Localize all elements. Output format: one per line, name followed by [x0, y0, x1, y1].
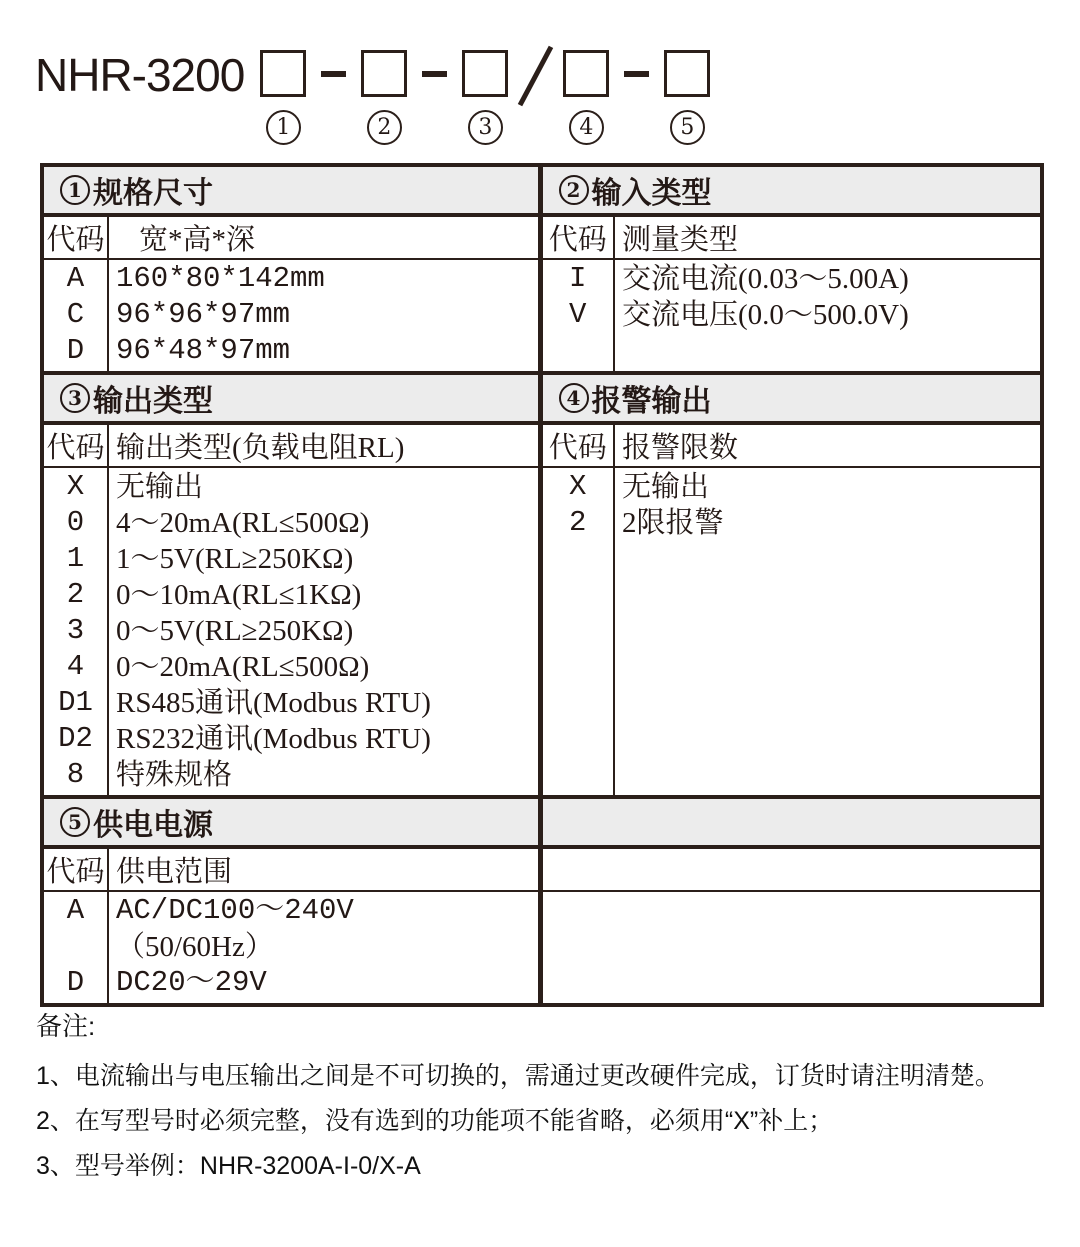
descs-s2 — [614, 259, 1042, 373]
codes-s5 — [42, 891, 108, 1005]
desc-cell: 交流电压(0.0～500.0V) — [622, 299, 909, 331]
slash-separator — [518, 46, 553, 107]
col-header-desc-s4: 报警限数 — [614, 423, 1042, 467]
model-slot-5 — [664, 50, 710, 145]
desc-cell: 0～10mA(RL≤1KΩ) — [116, 579, 362, 611]
code-cell: X — [66, 470, 85, 503]
segment-number-4: 4 — [569, 110, 604, 145]
col-header-empty — [540, 847, 1042, 891]
model-code-box-1 — [260, 50, 306, 97]
circled-number-3-icon: 3 — [60, 383, 90, 413]
section-body-row-2 — [42, 467, 1042, 797]
code-cell: 8 — [66, 758, 85, 791]
codes-s2 — [540, 259, 614, 373]
column-header-row-1 — [42, 215, 1042, 259]
body-empty — [540, 891, 1042, 1005]
col-header-desc-s1: 宽*高*深 — [108, 215, 540, 259]
col-header-code-s2: 代码 — [540, 215, 614, 259]
code-cell: I — [569, 262, 587, 295]
desc-cell: 0～20mA(RL≤500Ω) — [116, 651, 370, 683]
model-slot-1 — [260, 50, 306, 145]
section-body-row-3 — [42, 891, 1042, 1005]
desc-cell: 特殊规格 — [116, 759, 233, 791]
code-cell: 0 — [66, 506, 85, 539]
col-header-code-s1: 代码 — [42, 215, 108, 259]
column-header-row-2 — [42, 423, 1042, 467]
code-cell: D2 — [58, 722, 93, 755]
dash-separator-1 — [321, 71, 346, 77]
desc-cell: AC/DC100～240V — [116, 894, 354, 927]
codes-s3 — [42, 467, 108, 797]
desc-cell: 160*80*142mm — [116, 262, 325, 295]
desc-cell: 1～5V(RL≥250KΩ) — [116, 543, 354, 575]
notes-block — [36, 1006, 1046, 1198]
code-cell: V — [569, 298, 587, 331]
segment-number-1: 1 — [266, 110, 301, 145]
code-cell: X — [569, 470, 587, 503]
note-item-1: 1、电流输出与电压输出之间是不可切换的，需通过更改硬件完成，订货时请注明清楚。 — [36, 1062, 1000, 1090]
model-code-box-3 — [462, 50, 508, 97]
desc-cell: RS485通讯(Modbus RTU) — [116, 687, 431, 719]
desc-cell: 0～5V(RL≥250KΩ) — [116, 615, 354, 647]
section-title-alarm — [540, 373, 1042, 423]
circled-number-2-icon: 2 — [559, 175, 589, 205]
note-item-2: 2、在写型号时必须完整，没有选到的功能项不能省略，必须用“X”补上； — [36, 1107, 834, 1135]
code-cell: 2 — [66, 578, 85, 611]
desc-cell: 无输出 — [116, 471, 204, 503]
model-code-box-5 — [664, 50, 710, 97]
descs-s4 — [614, 467, 1042, 797]
section-header-row-3 — [42, 797, 1042, 847]
desc-cell: DC20～29V — [116, 966, 267, 999]
code-cell: D — [66, 334, 85, 367]
code-cell: 2 — [569, 506, 587, 539]
code-cell: D — [66, 966, 85, 999]
ordering-spec-table — [40, 163, 1044, 1007]
code-cell: 3 — [66, 614, 85, 647]
code-cell: C — [66, 298, 85, 331]
model-code-line — [35, 50, 710, 145]
model-code-box-4 — [563, 50, 609, 97]
notes-heading: 备注: — [36, 1011, 96, 1041]
section-title-input-label: 输入类型 — [591, 177, 712, 210]
desc-cell: 4～20mA(RL≤500Ω) — [116, 507, 370, 539]
dash-separator-3 — [624, 71, 649, 77]
code-cell: 1 — [66, 542, 85, 575]
section-title-size — [42, 165, 540, 215]
code-cell — [44, 929, 107, 965]
section-header-row-2 — [42, 373, 1042, 423]
desc-cell: 96*96*97mm — [116, 298, 291, 331]
section-title-alarm-label: 报警输出 — [591, 385, 712, 418]
model-slot-3 — [462, 50, 508, 145]
circled-number-4-icon: 4 — [559, 383, 589, 413]
section-header-row-1 — [42, 165, 1042, 215]
desc-cell: 无输出 — [622, 471, 710, 503]
section-title-input — [540, 165, 1042, 215]
model-code-box-2 — [361, 50, 407, 97]
col-header-desc-s5: 供电范围 — [108, 847, 540, 891]
desc-cell: 交流电流(0.03～5.00A) — [622, 263, 909, 295]
desc-cell: 96*48*97mm — [116, 334, 291, 367]
descs-s3 — [108, 467, 540, 797]
code-cell: A — [66, 894, 85, 927]
circled-number-5-icon: 5 — [60, 807, 90, 837]
section-body-row-1 — [42, 259, 1042, 373]
code-cell: A — [66, 262, 85, 295]
code-cell: 4 — [66, 650, 85, 683]
desc-cell: 2限报警 — [622, 507, 724, 539]
section-title-power — [42, 797, 540, 847]
column-header-row-3 — [42, 847, 1042, 891]
section-title-size-label: 规格尺寸 — [93, 177, 213, 210]
dash-separator-2 — [422, 71, 447, 77]
col-header-code-s5: 代码 — [42, 847, 108, 891]
col-header-desc-s3: 输出类型(负载电阻RL) — [108, 423, 540, 467]
col-header-code-s4: 代码 — [540, 423, 614, 467]
descs-s5 — [108, 891, 540, 1005]
model-slot-4 — [563, 50, 609, 145]
codes-s1 — [42, 259, 108, 373]
section-title-power-label: 供电电源 — [93, 809, 213, 842]
section-title-empty — [540, 797, 1042, 847]
section-title-output — [42, 373, 540, 423]
codes-s4 — [540, 467, 614, 797]
code-cell: D1 — [58, 686, 93, 719]
col-header-desc-s2: 测量类型 — [614, 215, 1042, 259]
segment-number-5: 5 — [670, 110, 705, 145]
circled-number-1-icon: 1 — [60, 175, 90, 205]
section-title-output-label: 输出类型 — [93, 385, 213, 418]
desc-cell: RS232通讯(Modbus RTU) — [116, 723, 431, 755]
segment-number-3: 3 — [468, 110, 503, 145]
desc-cell: （50/60Hz） — [116, 931, 274, 963]
page-title: NHR-3200 — [35, 49, 245, 101]
segment-number-2: 2 — [367, 110, 402, 145]
model-slot-2 — [361, 50, 407, 145]
col-header-code-s3: 代码 — [42, 423, 108, 467]
descs-s1 — [108, 259, 540, 373]
note-item-3: 3、型号举例：NHR-3200A-I-0/X-A — [36, 1152, 421, 1180]
